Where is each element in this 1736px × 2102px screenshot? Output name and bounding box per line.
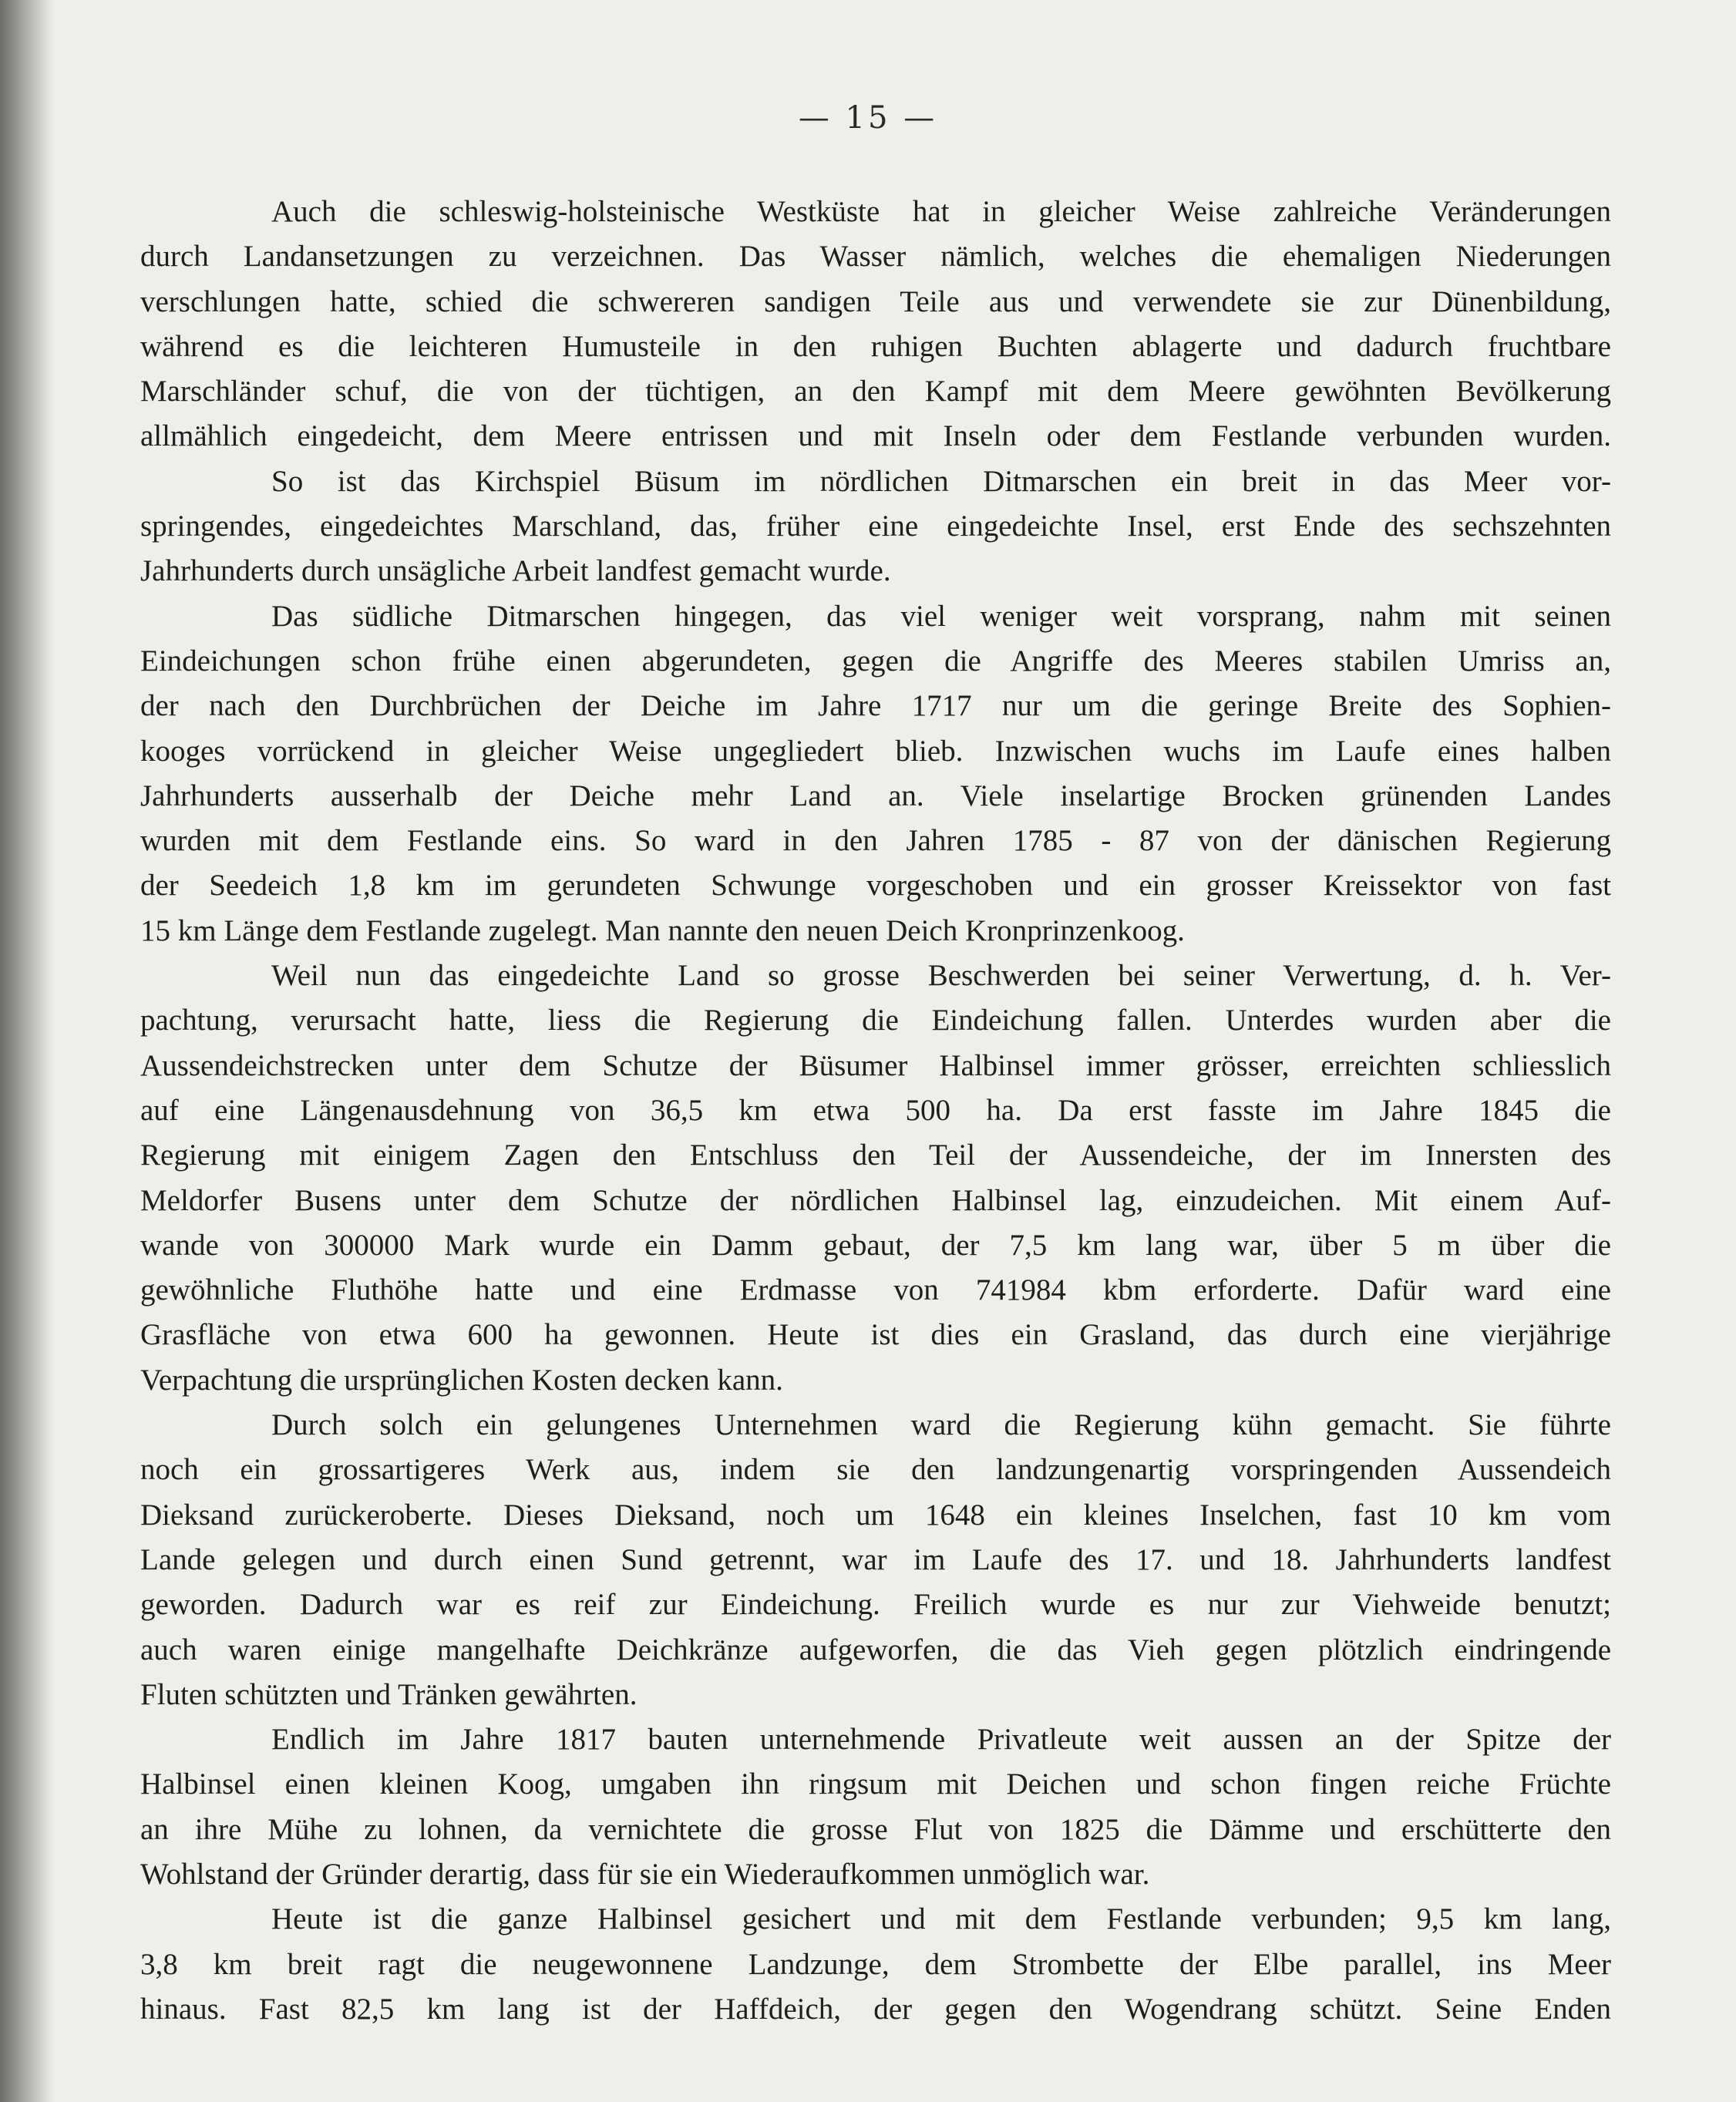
text-line: durch Landansetzungen zu verzeichnen. Das Wasser nämlich, welches die ehemaligen Niederungen: [140, 240, 1611, 274]
text-line: Das südliche Ditmarschen hingegen, das viel weniger weit vorsprang, nahm mit seinen: [271, 599, 1611, 633]
text-line: Jahrhunderts durch unsägliche Arbeit landfest gemacht wurde.: [140, 554, 891, 588]
text-line: Endlich im Jahre 1817 bauten unternehmende Privatleute weit aussen an der Spitze der: [271, 1723, 1611, 1757]
text-line: Jahrhunderts ausserhalb der Deiche mehr Land an. Viele inselartige Brocken grünenden Landes: [140, 779, 1611, 812]
text-line: springendes, eingedeichtes Marschland, das, früher eine eingedeichte Insel, erst Ende des sechszehnten: [140, 510, 1611, 543]
text-line: Grasfläche von etwa 600 ha gewonnen. Heute ist dies ein Grasland, das durch eine vierjährige: [140, 1318, 1611, 1352]
text-line: hinaus. Fast 82,5 km lang ist der Haffdeich, der gegen den Wogendrang schützt. Seine Enden: [140, 1992, 1611, 2026]
text-line: 3,8 km breit ragt die neugewonnene Landzunge, dem Strombette der Elbe parallel, ins Meer: [140, 1947, 1611, 1981]
text-line: noch ein grossartigeres Werk aus, indem sie den landzungenartig vorspringenden Aussendeich: [140, 1453, 1611, 1487]
text-line: der nach den Durchbrüchen der Deiche im Jahre 1717 nur um die geringe Breite des Sophien-: [140, 689, 1611, 723]
body-text: [140, 190, 1611, 2032]
binding-shadow: [0, 0, 54, 2102]
text-line: Meldorfer Busens unter dem Schutze der nördlichen Halbinsel lag, einzudeichen. Mit einem Auf-: [140, 1183, 1611, 1217]
text-line: kooges vorrückend in gleicher Weise ungegliedert blieb. Inzwischen wuchs im Laufe eines halben: [140, 734, 1611, 768]
text-line: Fluten schützten und Tränken gewährten.: [140, 1677, 638, 1711]
text-line: allmählich eingedeicht, dem Meere entrissen und mit Inseln oder dem Festlande verbunden wurden.: [140, 419, 1611, 453]
page-number: — 15 —: [798, 100, 938, 136]
text-line: auch waren einige mangelhafte Deichkränze aufgeworfen, die das Vieh gegen plötzlich eindringende: [140, 1633, 1611, 1666]
text-line: auf eine Längenausdehnung von 36,5 km etwa 500 ha. Da erst fasste im Jahre 1845 die: [140, 1093, 1611, 1127]
text-line: wande von 300000 Mark wurde ein Damm gebaut, der 7,5 km lang war, über 5 m über die: [140, 1228, 1611, 1262]
text-line: Wohlstand der Gründer derartig, dass für sie ein Wiederaufkommen unmöglich war.: [140, 1857, 1150, 1891]
text-line: gewöhnliche Fluthöhe hatte und eine Erdmasse von 741984 kbm erforderte. Dafür ward eine: [140, 1273, 1611, 1307]
text-line: Weil nun das eingedeichte Land so grosse Beschwerden bei seiner Verwertung, d. h. Ver-: [271, 959, 1611, 993]
text-line: an ihre Mühe zu lohnen, da vernichtete die grosse Flut von 1825 die Dämme und erschütterte den: [140, 1812, 1611, 1846]
text-line: Heute ist die ganze Halbinsel gesichert und mit dem Festlande verbunden; 9,5 km lang,: [271, 1902, 1611, 1936]
text-line: Marschländer schuf, die von der tüchtigen, an den Kampf mit dem Meere gewöhnten Bevölkerung: [140, 375, 1611, 409]
text-line: Auch die schleswig-holsteinische Westküste hat in gleicher Weise zahlreiche Veränderungen: [271, 195, 1611, 228]
text-line: Durch solch ein gelungenes Unternehmen ward die Regierung kühn gemacht. Sie führte: [271, 1408, 1611, 1442]
text-line: Verpachtung die ursprünglichen Kosten decken kann.: [140, 1363, 783, 1397]
text-line: verschlungen hatte, schied die schwereren sandigen Teile aus und verwendete sie zur Dünenbildung,: [140, 284, 1611, 318]
text-line: 15 km Länge dem Festlande zugelegt. Man nannte den neuen Deich Kronprinzenkoog.: [140, 913, 1185, 947]
text-line: Lande gelegen und durch einen Sund getrennt, war im Laufe des 17. und 18. Jahrhunderts landfest: [140, 1542, 1611, 1576]
text-line: Aussendeichstrecken unter dem Schutze der Büsumer Halbinsel immer grösser, erreichten schliesslich: [140, 1048, 1611, 1082]
text-line: pachtung, verursacht hatte, liess die Regierung die Eindeichung fallen. Unterdes wurden aber die: [140, 1004, 1611, 1038]
text-line: Halbinsel einen kleinen Koog, umgaben ihn ringsum mit Deichen und schon fingen reiche Früchte: [140, 1767, 1611, 1801]
text-line: während es die leichteren Humusteile in den ruhigen Buchten ablagerte und dadurch fruchtbare: [140, 329, 1611, 363]
text-line: der Seedeich 1,8 km im gerundeten Schwunge vorgeschoben und ein grosser Kreissektor von fast: [140, 869, 1611, 903]
text-line: wurden mit dem Festlande eins. So ward in den Jahren 1785 - 87 von der dänischen Regierung: [140, 824, 1611, 858]
text-line: Regierung mit einigem Zagen den Entschluss den Teil der Aussendeiche, der im Innersten des: [140, 1138, 1611, 1172]
text-line: Eindeichungen schon frühe einen abgerundeten, gegen die Angriffe des Meeres stabilen Umriss an,: [140, 644, 1611, 678]
text-line: geworden. Dadurch war es reif zur Eindeichung. Freilich wurde es nur zur Viehweide benutzt;: [140, 1588, 1611, 1622]
text-line: So ist das Kirchspiel Büsum im nördlichen Ditmarschen ein breit in das Meer vor-: [271, 464, 1611, 498]
text-line: Dieksand zurückeroberte. Dieses Dieksand, noch um 1648 ein kleines Inselchen, fast 10 km vom: [140, 1498, 1611, 1532]
